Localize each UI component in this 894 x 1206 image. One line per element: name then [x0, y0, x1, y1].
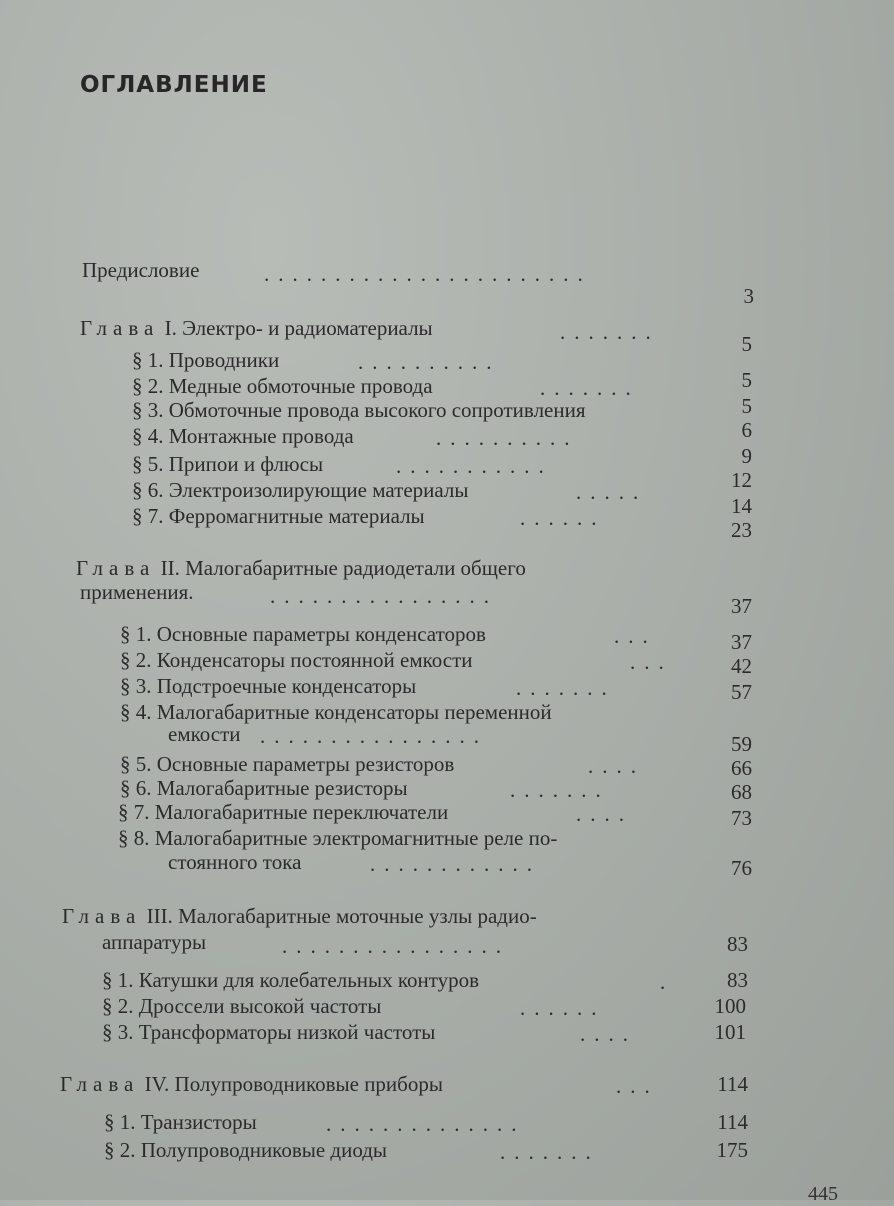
toc-chapter-3 — [62, 904, 537, 928]
leader-dots: ... — [614, 624, 657, 648]
leader-dots: ....... — [560, 320, 660, 344]
chapter-page: 5 — [741, 332, 752, 356]
chapter-num: I. — [164, 316, 177, 340]
leader-dots: ....................... — [264, 262, 592, 286]
toc-section: § 6. Электроизолирующие материалы — [132, 478, 469, 502]
section-text-continued: стоянного тока — [168, 850, 302, 874]
section-page: 83 — [727, 968, 748, 992]
toc-chapter-4 — [60, 1072, 443, 1096]
section-page: 114 — [717, 1110, 748, 1134]
leader-dots: ...... — [520, 506, 606, 530]
section-page: 66 — [731, 756, 752, 780]
toc-section: § 1. Катушки для колебательных контуров — [102, 968, 480, 992]
leader-dots: .......... — [358, 350, 501, 374]
section-text-continued: емкости — [168, 722, 241, 746]
leader-dots: .... — [580, 1022, 637, 1046]
chapter-title: Полупроводниковые приборы — [174, 1072, 443, 1096]
toc-section: § 4. Монтажные провода — [132, 424, 354, 448]
chapter-title-continued: аппаратуры — [102, 930, 207, 954]
section-page: 37 — [731, 630, 752, 654]
chapter-title: Малогабаритные радиодетали общего — [185, 556, 526, 580]
section-page: 5 — [741, 394, 752, 418]
toc-section: § 2. Дроссели высокой частоты — [102, 994, 382, 1018]
leader-dots: .............. — [326, 1112, 526, 1136]
chapter-num: II. — [160, 556, 180, 580]
leader-dots: .......... — [436, 426, 579, 450]
section-page: 9 — [741, 444, 752, 468]
section-page: 59 — [731, 732, 752, 756]
leader-dots: ... — [616, 1074, 659, 1098]
section-page: 100 — [714, 994, 746, 1018]
section-page: 68 — [731, 780, 752, 804]
toc-section: § 5. Припои и флюсы — [132, 452, 324, 476]
leader-dots: ..... — [576, 480, 648, 504]
section-page: 5 — [741, 368, 752, 392]
toc-chapter-1 — [80, 316, 433, 340]
chapter-title: Электро- и радиоматериалы — [182, 316, 433, 340]
page-title: ОГЛАВЛЕНИЕ — [80, 72, 268, 98]
toc-chapter-2 — [76, 556, 526, 580]
toc-section: § 2. Конденсаторы постоянной емкости — [120, 648, 473, 672]
chapter-page: 37 — [731, 594, 752, 618]
chapter-title-continued: применения. — [80, 580, 194, 604]
leader-dots: ....... — [500, 1140, 600, 1164]
chapter-word: Глава — [62, 904, 142, 928]
section-page: 6 — [741, 418, 752, 442]
section-page: 14 — [731, 494, 752, 518]
toc-preface-label: Предисловие — [82, 258, 200, 282]
section-page: 42 — [731, 654, 752, 678]
toc-section: § 5. Основные параметры резисторов — [120, 752, 455, 776]
leader-dots: ....... — [510, 778, 610, 802]
section-page: 23 — [731, 518, 752, 542]
chapter-word: Глава — [76, 556, 156, 580]
toc-section: § 2. Медные обмоточные провода — [132, 374, 433, 398]
page-number: 445 — [808, 1183, 838, 1205]
section-page: 175 — [716, 1138, 748, 1162]
toc-section: § 6. Малогабаритные резисторы — [120, 776, 408, 800]
leader-dots: ................ — [260, 724, 488, 748]
section-page: 76 — [731, 856, 752, 880]
leader-dots: . — [660, 970, 675, 994]
chapter-title: Малогабаритные моточные узлы радио- — [178, 904, 537, 928]
section-page: 101 — [714, 1020, 746, 1044]
leader-dots: ....... — [516, 676, 616, 700]
toc-section: § 4. Малогабаритные конденсаторы переменной — [120, 700, 552, 724]
section-page: 73 — [731, 806, 752, 830]
toc-section: § 7. Ферромагнитные материалы — [132, 504, 425, 528]
chapter-page: 83 — [727, 932, 748, 956]
section-page: 57 — [731, 680, 752, 704]
section-page: 12 — [731, 468, 752, 492]
leader-dots: ........... — [396, 454, 553, 478]
toc-section: § 1. Транзисторы — [104, 1110, 257, 1134]
toc-section: § 3. Обмоточные провода высокого сопротивления — [132, 398, 586, 422]
leader-dots: .... — [588, 754, 645, 778]
leader-dots: .... — [576, 802, 633, 826]
chapter-num: III. — [146, 904, 173, 928]
chapter-word: Глава — [80, 316, 160, 340]
leader-dots: ... — [630, 650, 673, 674]
toc-section: § 3. Подстроечные конденсаторы — [120, 674, 417, 698]
toc-section: § 1. Проводники — [132, 348, 280, 372]
chapter-page: 114 — [717, 1072, 748, 1096]
toc-section: § 8. Малогабаритные электромагнитные реле по- — [118, 826, 558, 850]
leader-dots: ............ — [370, 852, 541, 876]
chapter-num: IV. — [144, 1072, 170, 1096]
leader-dots: ................ — [282, 934, 510, 958]
leader-dots: ................ — [270, 584, 498, 608]
toc-section: § 1. Основные параметры конденсаторов — [120, 622, 486, 646]
toc-section: § 3. Трансформаторы низкой частоты — [102, 1020, 436, 1044]
leader-dots: ....... — [540, 376, 640, 400]
leader-dots: ...... — [520, 996, 606, 1020]
chapter-word: Глава — [60, 1072, 140, 1096]
toc-preface-page: 3 — [743, 284, 754, 308]
toc-section: § 7. Малогабаритные переключатели — [118, 800, 449, 824]
toc-section: § 2. Полупроводниковые диоды — [104, 1138, 388, 1162]
